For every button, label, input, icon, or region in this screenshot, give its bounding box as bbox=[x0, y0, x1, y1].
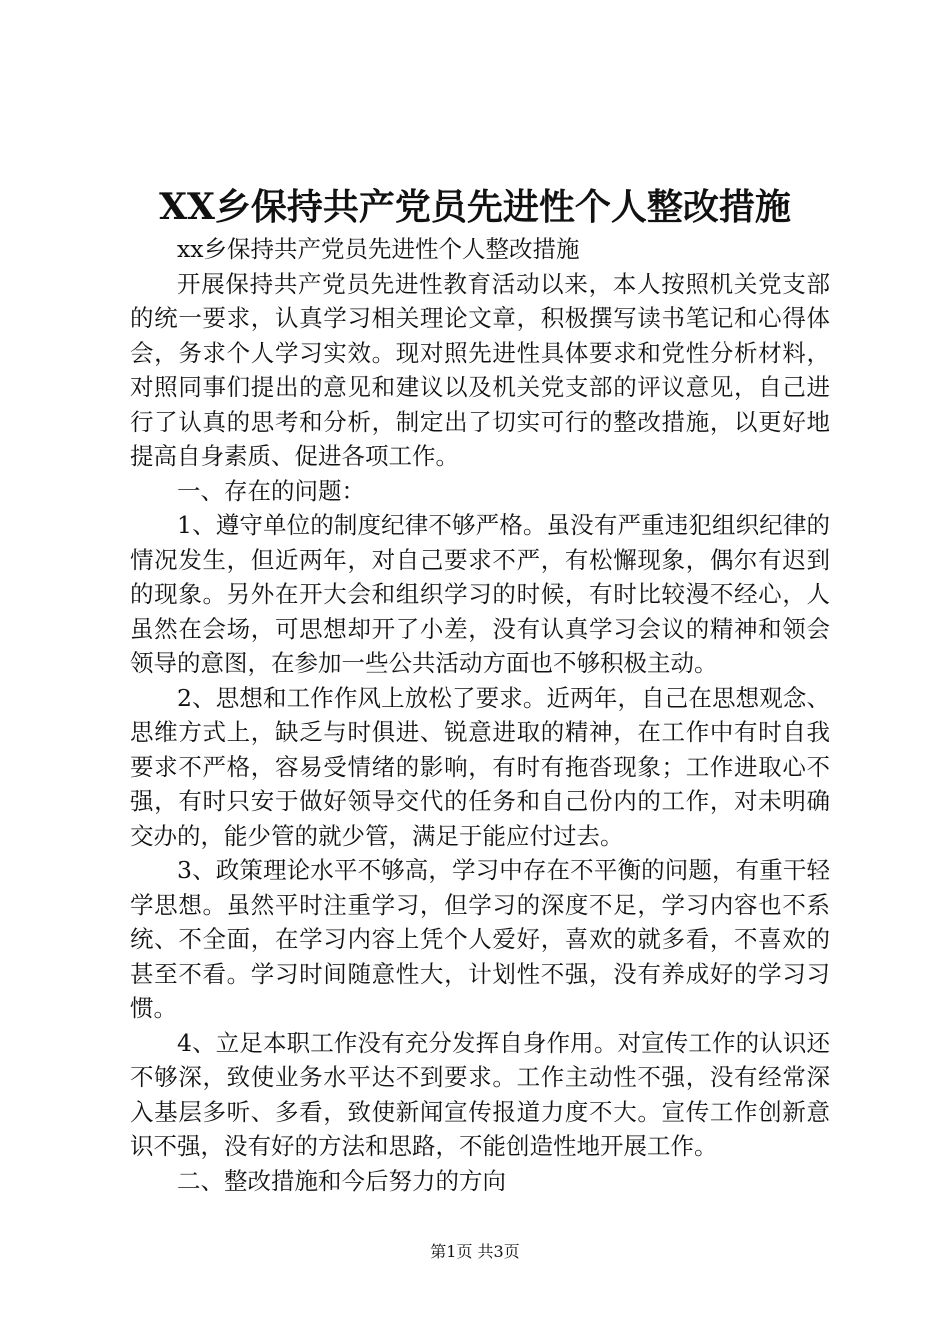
paragraph-problem-2: 2、思想和工作作风上放松了要求。近两年，自己在思想观念、思维方式上，缺乏与时俱进、锐意进取的精神，在工作中有时自我要求不严格，容易受情绪的影响，有时有拖沓现象；工作进取心不强，有时只安于做好领导交代的任务和自己份内的工作，对未明确交办的，能少管的就少管，满足于能应付过去。 bbox=[130, 683, 830, 850]
paragraph-problem-1: 1、遵守单位的制度纪律不够严格。虽没有严重违犯组织纪律的情况发生，但近两年，对自己要求不严，有松懈现象，偶尔有迟到的现象。另外在开大会和组织学习的时候，有时比较漫不经心，人虽然在会场，可思想却开了小差，没有认真学习会议的精神和领会领导的意图，在参加一些公共活动方面也不够积极主动。 bbox=[130, 511, 830, 677]
section-heading-problems: 一、存在的问题： bbox=[177, 476, 365, 505]
paragraph-problem-4: 4、立足本职工作没有充分发挥自身作用。对宣传工作的认识还不够深，致使业务水平达不到要求。工作主动性不强，没有经常深入基层多听、多看，致使新闻宣传报道力度不大。宣传工作创新意识不强，没有好的方法和思路，不能创造性地开展工作。 bbox=[130, 1028, 830, 1160]
document-body bbox=[130, 232, 830, 1198]
document-title: XX乡保持共产党员先进性个人整改措施 bbox=[159, 186, 791, 228]
page-footer: 第1页 共3页 bbox=[430, 1242, 520, 1261]
paragraph-intro: 开展保持共产党员先进性教育活动以来，本人按照机关党支部的统一要求，认真学习相关理论文章，积极撰写读书笔记和心得体会，务求个人学习实效。现对照先进性具体要求和党性分析材料，对照同事们提出的意见和建议以及机关党支部的评议意见，自己进行了认真的思考和分析，制定出了切实可行的整改措施，以更好地提高自身素质、促进各项工作。 bbox=[130, 269, 830, 470]
paragraph-subtitle: xx乡保持共产党员先进性个人整改措施 bbox=[177, 235, 580, 263]
section-heading-measures: 二、整改措施和今后努力的方向 bbox=[177, 1166, 506, 1195]
paragraph-problem-3: 3、政策理论水平不够高，学习中存在不平衡的问题，有重干轻学思想。虽然平时注重学习，但学习的深度不足，学习内容也不系统、不全面，在学习内容上凭个人爱好，喜欢的就多看，不喜欢的甚至不看。学习时间随意性大，计划性不强，没有养成好的学习习惯。 bbox=[130, 856, 830, 1022]
